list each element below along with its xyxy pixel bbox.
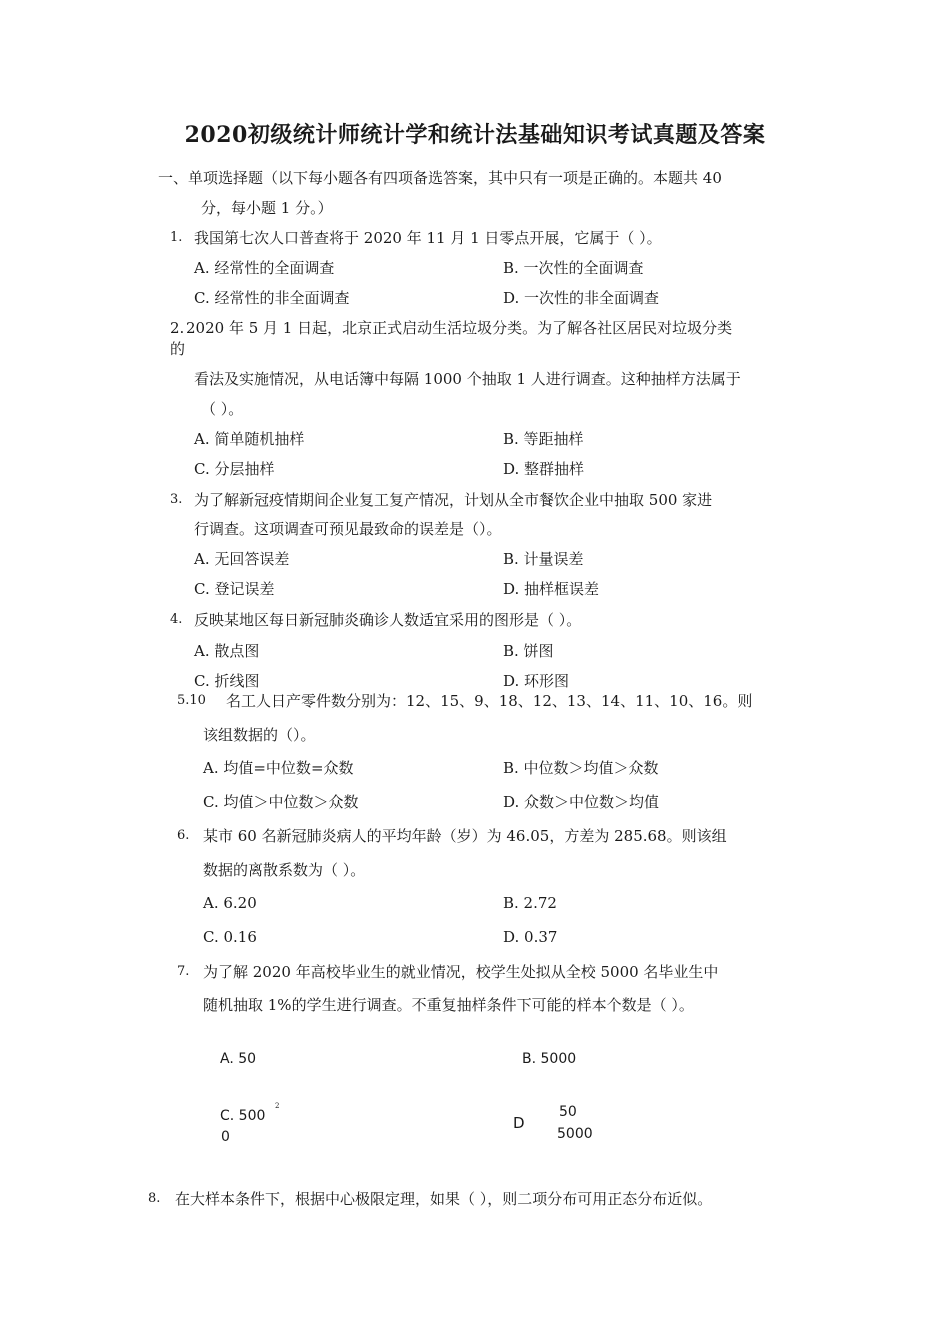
option-d: D. 整群抽样 [503, 460, 585, 478]
option-d: D. 抽样框误差 [503, 580, 600, 598]
question-number: 4. [170, 612, 183, 627]
question-text: 该组数据的（）。 [203, 726, 316, 744]
section-heading-cont: 分，每小题 1 分。） [201, 199, 333, 217]
question-text: 2020 年 5 月 1 日起，北京正式启动生活垃圾分类。为了解各社区居民对垃圾分类 [186, 319, 733, 337]
question-text: 某市 60 名新冠肺炎病人的平均年龄（岁）为 46.05，方差为 285.68。则该组 [203, 827, 727, 845]
question-number: 8. [148, 1191, 161, 1206]
question-text: 为了解 2020 年高校毕业生的就业情况，校学生处拟从全校 5000 名毕业生中 [203, 963, 719, 981]
option-c-superscript: 2 [275, 1102, 280, 1110]
option-d: D. 众数＞中位数＞均值 [503, 793, 660, 811]
option-d: D. 0.37 [503, 928, 558, 946]
question-text-wrap: 的 [170, 340, 186, 358]
option-c: C. 500 [220, 1108, 266, 1124]
question-number: 2. [170, 319, 185, 337]
option-a: A. 均值=中位数=众数 [203, 759, 354, 777]
question-text: 我国第七次人口普查将于 2020 年 11 月 1 日零点开展，它属于（ ）。 [194, 229, 662, 247]
question-text: 数据的离散系数为（ ）。 [203, 861, 366, 879]
question-number: 6. [177, 828, 190, 843]
option-c: C. 均值＞中位数＞众数 [203, 793, 359, 811]
option-b: B. 饼图 [503, 642, 554, 660]
option-c: C. 分层抽样 [194, 460, 275, 478]
section-heading: 一、单项选择题（以下每小题各有四项备选答案，其中只有一项是正确的。本题共 40 [158, 169, 722, 187]
option-b: B. 计量误差 [503, 550, 584, 568]
option-d: D. 环形图 [503, 672, 570, 690]
option-b: B. 中位数＞均值＞众数 [503, 759, 659, 777]
question-text: 随机抽取 1%的学生进行调查。不重复抽样条件下可能的样本个数是（ ）。 [203, 996, 694, 1014]
option-c-continued: 0 [221, 1129, 230, 1145]
option-b: B. 2.72 [503, 894, 557, 912]
question-text: 行调查。这项调查可预见最致命的误差是（）。 [194, 520, 502, 538]
question-number: 7. [177, 964, 190, 979]
question-number: 5.10 [177, 693, 206, 708]
option-c: C. 经常性的非全面调查 [194, 289, 350, 307]
option-b: B. 5000 [522, 1051, 577, 1067]
option-a: A. 简单随机抽样 [194, 430, 305, 448]
question-number: 1. [170, 230, 183, 245]
option-c: C. 折线图 [194, 672, 260, 690]
option-b: B. 等距抽样 [503, 430, 584, 448]
question-text: 在大样本条件下，根据中心极限定理，如果（ ），则二项分布可用正态分布近似。 [175, 1190, 713, 1208]
option-a: A. 50 [220, 1051, 257, 1067]
question-text: （ ）。 [201, 400, 244, 418]
option-a: A. 6.20 [203, 894, 257, 912]
option-d-denominator: 5000 [557, 1126, 593, 1142]
option-d-letter: D [513, 1114, 525, 1132]
option-d: D. 一次性的非全面调查 [503, 289, 660, 307]
question-text: 看法及实施情况，从电话簿中每隔 1000 个抽取 1 人进行调查。这种抽样方法属于 [194, 370, 741, 388]
question-text: 名工人日产零件数分别为：12、15、9、18、12、13、14、11、10、16。则 [226, 692, 753, 710]
option-a: A. 经常性的全面调查 [194, 259, 335, 277]
option-d-numerator: 50 [559, 1104, 577, 1120]
question-text: 为了解新冠疫情期间企业复工复产情况，计划从全市餐饮企业中抽取 500 家进 [194, 491, 713, 509]
option-c: C. 0.16 [203, 928, 257, 946]
page-title: 2020初级统计师统计学和统计法基础知识考试真题及答案 [184, 122, 766, 148]
question-text: 反映某地区每日新冠肺炎确诊人数适宜采用的图形是（ ）。 [194, 611, 582, 629]
question-number: 3. [170, 492, 183, 507]
option-a: A. 散点图 [194, 642, 260, 660]
option-c: C. 登记误差 [194, 580, 275, 598]
option-a: A. 无回答误差 [194, 550, 290, 568]
option-b: B. 一次性的全面调查 [503, 259, 644, 277]
